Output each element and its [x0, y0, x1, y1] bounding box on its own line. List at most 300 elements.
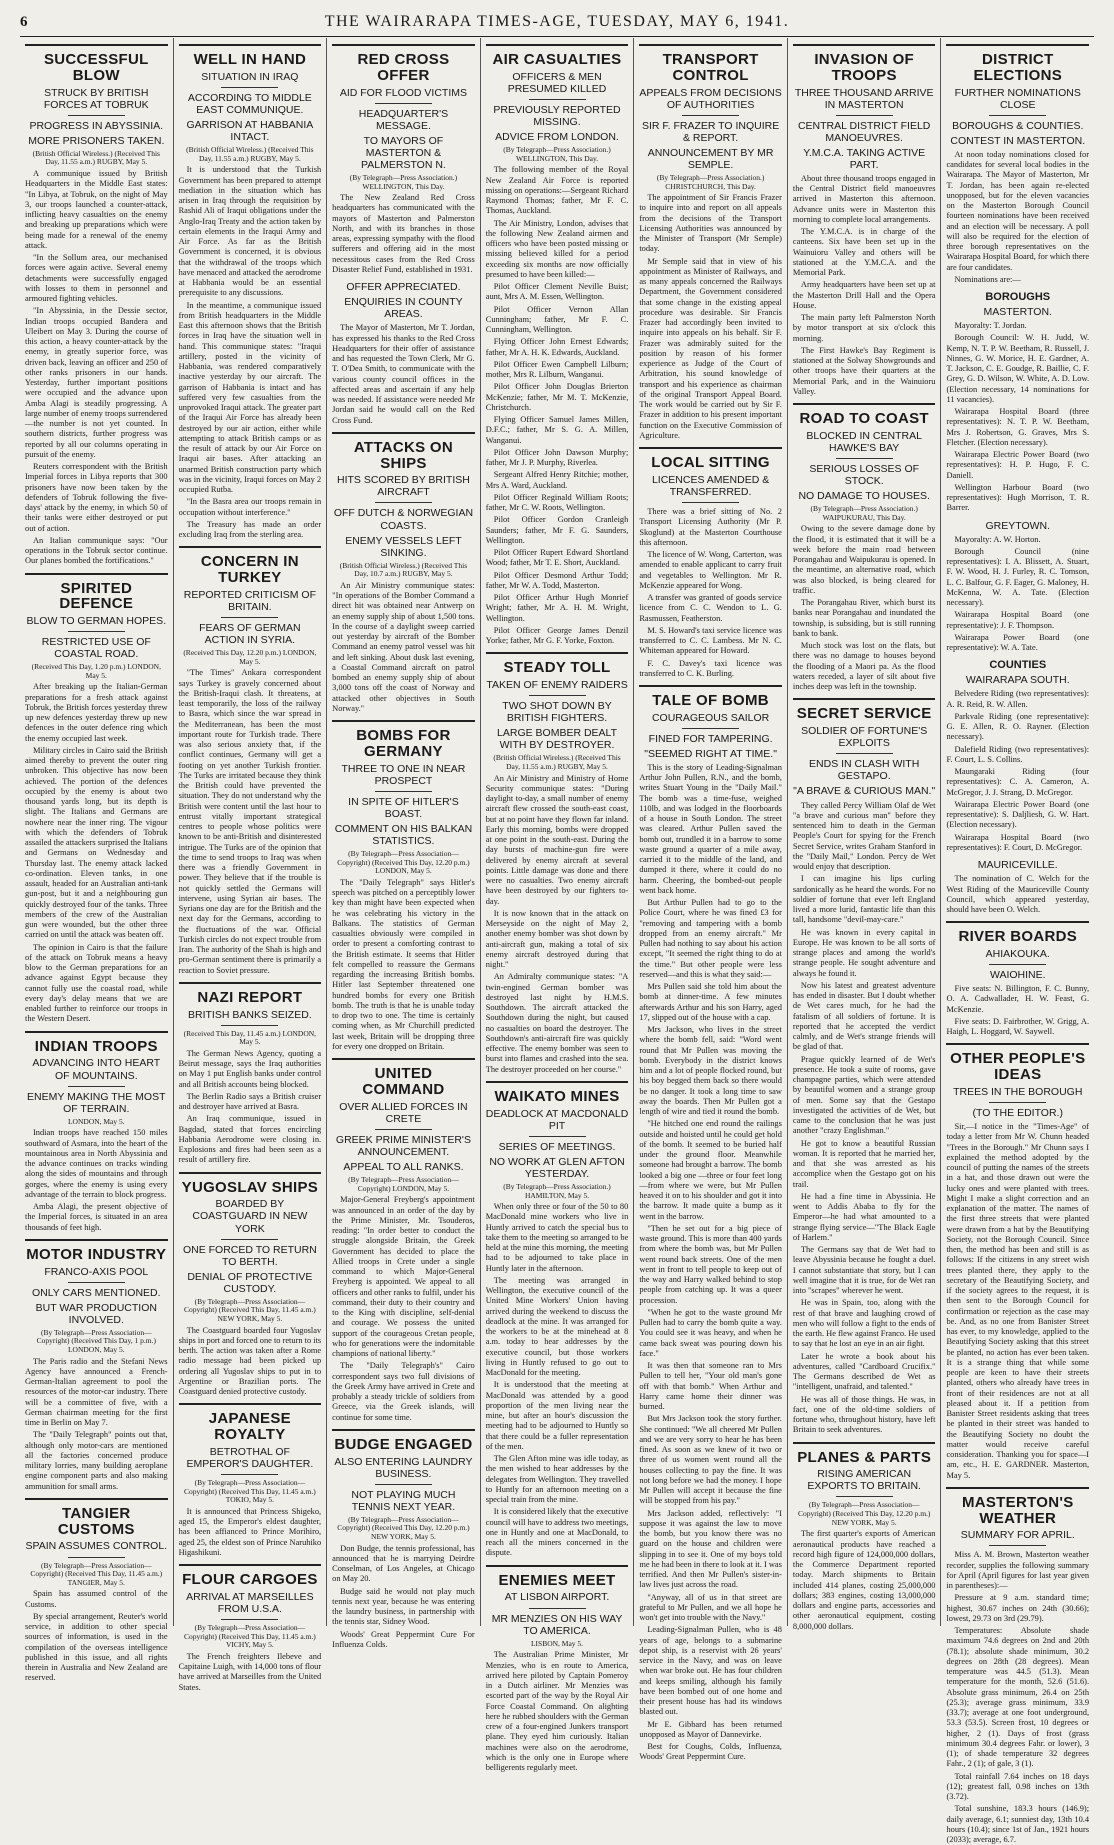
headline: STEADY TOLL: [503, 659, 611, 677]
paragraph: Borough Council (nine representatives): I. A. Blissett, A. Stuart, F. W. Wood, H. J. Furley, R. C. Tomson, L. C. Balfour, G. F. Eager, G. Maloney, H. McKenna, W. A. Tate. (Election necessary).: [946, 546, 1090, 608]
headline: BOMBS FOR GERMANY: [356, 727, 451, 760]
subheading: (TO THE EDITOR.): [972, 1106, 1063, 1119]
divider-rule: [989, 964, 1046, 965]
headline: FLOUR CARGOES: [182, 1571, 318, 1589]
column-1: [20, 38, 174, 1683]
article-body: [332, 878, 475, 1052]
article-body: [332, 581, 475, 714]
paragraph: The following member of the Royal New Zealand Air Force is reported missing on operations:—Sergeant Richard Raymond Thomas; father, Mr F. C. Thomas, Auckland.: [485, 165, 629, 216]
headline: TRANSPORT CONTROL: [662, 51, 759, 84]
subheading: CENTRAL DISTRICT FIELD MANOEUVRES.: [797, 119, 931, 144]
subheading: PREVIOUSLY REPORTED MISSING.: [493, 103, 621, 128]
article-body: [25, 682, 168, 1024]
paragraph: A communique issued by British Headquarters in the Middle East states: "In Libya, at Tobruk, on the night of May 3, our troops launched a counter-attack, inflicting heavy casualties on the enemy and breaking up preparations which were being made for a renewal of the enemy attack.: [25, 169, 168, 250]
divider-rule: [682, 502, 739, 503]
paragraph: Budge said he would not play much tennis next year, because he was entering the laundry business, in partnership with the tennis star, Sidney Wood.: [332, 1586, 475, 1627]
paragraph: After breaking up the Italian-German preparations for a fresh attack against Tobruk, the British forces yesterday threw up new defences yesterday threw up new defences in the outer defence ring which the enemy occupied last week.: [25, 682, 168, 743]
subheading: Y.M.C.A. TAKING ACTIVE PART.: [803, 146, 926, 171]
paragraph: Dalefield Riding (two representatives): F. Court, L. S. Collins.: [946, 744, 1090, 764]
divider-rule: [529, 99, 586, 100]
subheading: OFFICERS & MEN PRESUMED KILLED: [507, 70, 607, 95]
paragraph: "When he got to the waste ground Mr Pullen had to carry the bomb quite a way. You could see it was heavy, and when he came back sweat was pouring down his face.": [639, 1307, 782, 1358]
headline: JAPANESE ROYALTY: [208, 1410, 291, 1444]
headline: SECRET SERVICE: [796, 705, 932, 723]
article: [25, 1498, 168, 1684]
dateline: (By Telegraph—Press Association—Copyright) (Received This Day, 11.45 a.m.) TOKIO, May 5.: [183, 1478, 316, 1505]
subheading: AHIAKOUKA.: [985, 948, 1050, 960]
paragraph: "In the Basra area our troops remain in occupation without interference.": [178, 497, 322, 517]
subheading: BLOW TO GERMAN HOPES.: [26, 615, 167, 627]
paragraph: The "Daily Telegraph" points out that, although only motor-cars are mentioned all the factories concerned produce military lorries, many building aeroplane engine component parts and also making ammunition for small arms.: [25, 1430, 168, 1491]
article: [486, 1565, 629, 1774]
headline: MOTOR INDUSTRY: [26, 1245, 167, 1263]
paragraph: Sergeant Alfred Henry Ritchie; mother, Mrs A. Ward, Auckland.: [485, 470, 629, 490]
paragraph: An Air Ministry and Ministry of Home Security communique states: "During daylight to-day, a small number of enemy aircraft flew crossed the south-east coast, but at no point have they flown far inland. Early this morning, bombs were dropped at one point in the south-east. During the day bursts of machine-gun fire were delivered by enemy aircraft at several points. Little damage was done and there were no casualties. Two enemy aircraft have been destroyed by our fighters to-day.: [485, 773, 629, 906]
paragraph: Temperatures: Absolute shade maximum 74.6 degrees on 2nd and 20th (78.1); absolute shade minimum, 30.2 degrees on 28th (28 degrees). Mean temperature was 44.5 (51.3). Mean temperature for the month, 52.6 (51.6). Absolute grass minimum, 26.4 on 25th (25.3); average grass minimum, 33.9 (33.7); average at one foot underground, 53.3 (53.5). Screen frost, 10 degrees or higher, 2 (1). Days of frost (grass minimum 30.4 degrees Fahr. or lower), 3 (1); of shade temperature 32 degrees Fahr., 2 (1); of gale, 3 (1).: [946, 1626, 1090, 1769]
article-body: [639, 193, 782, 441]
paragraph: Belvedere Riding (two representatives): A. R. Reid, R. W. Allen.: [946, 689, 1090, 709]
subheading: MORE PRISONERS TAKEN.: [28, 134, 165, 147]
dateline: (By Telegraph—Press Association—Copyright) (Received This Day, 11.45 a.m.) VICHY, May 5.: [183, 1623, 316, 1650]
article-body: [639, 763, 782, 1763]
subheading: THREE TO ONE IN NEAR PROSPECT: [341, 762, 466, 787]
dateline: (British Official Wireless.) (Received This Day, 11.55 a.m.) RUGBY, May 5.: [32, 148, 160, 167]
paragraph: A transfer was granted of goods service licence from C. C. Wendon to L. G. Rasmussen, Featherston.: [639, 593, 782, 623]
subheading: IN SPITE OF HITLER'S BOAST.: [348, 795, 459, 820]
subheading: WAIOHINE.: [989, 969, 1046, 982]
headline: RED CROSS OFFER: [357, 51, 450, 84]
paragraph: The main party left Palmerston North by motor transport at six o'clock this morning.: [792, 313, 936, 343]
subheading: LARGE BOMBER DEALT WITH BY DESTROYER.: [497, 727, 618, 752]
paragraph: It was then that someone ran to Mrs Pullen to tell her, "Your old man's gone off with that bomb." When Arthur and Harry came home their dinner was burned.: [639, 1361, 782, 1412]
paragraph: "In the Sollum area, our mechanised forces were again active. Several enemy detachments were successfully engaged with losses to them in personnel and armoured fighting vehicles.: [25, 253, 168, 303]
subheading: WAIRARAPA SOUTH.: [965, 674, 1070, 687]
subheading: RISING AMERICAN EXPORTS TO BRITAIN.: [807, 1468, 921, 1493]
article: [946, 859, 1089, 915]
subheading: BLOCKED IN CENTRAL HAWKE'S BAY: [806, 429, 922, 454]
headline: DISTRICT ELECTIONS: [973, 51, 1063, 84]
paragraph: By special arrangement, Reuter's world service, in addition to other special sources of information, is used in the compilation of the overseas intelligence published in this issue, and all rights therein in Australia and New Zealand are reserved.: [25, 1611, 168, 1683]
dateline: (By Telegraph—Press Association.) WELLINGTON, This Day.: [503, 145, 611, 163]
paragraph: "Then he set out for a big piece of waste ground. This is more than 400 yards from where the bomb was, but Mr Pullen went round back streets. One of the men went in front to tell people to keep out of the way and Harry walked behind to stop people from catching up. It was a queer procession.: [639, 1223, 782, 1305]
paragraph: Wairarapa Electric Power Board (two representatives): H. P. Hugo, F. C. Daniell.: [946, 450, 1090, 480]
paragraph: Best for Coughs, Colds, Influenza, Woods' Great Peppermint Cure.: [639, 1742, 782, 1762]
article: [793, 1442, 936, 1632]
article-body: [179, 1652, 322, 1693]
paragraph: Woods' Great Peppermint Cure For Influenza Colds.: [332, 1629, 475, 1649]
subheading: HEADQUARTER'S MESSAGE.: [358, 107, 449, 132]
paragraph: But Arthur Pullen had to go to the Police Court, where he was fined £3 for "removing and tampering with a bomb dropped from an enemy aircraft." Mr Pullen had nothing to say about his action except, "It seemed the right thing to do at the time." But other people were less reserved—and this is what they said:—: [639, 898, 782, 979]
article-body: [332, 1544, 475, 1651]
divider-rule: [221, 617, 278, 618]
article-body: [946, 689, 1089, 853]
paragraph: Flying Officer John Ernest Edwards; father, Mr A. H. K. Edwards, Auckland.: [485, 337, 629, 357]
headline: WELL IN HAND: [193, 51, 307, 68]
headline: ENEMIES MEET: [498, 1571, 616, 1589]
subheading: APPEALS FROM DECISIONS OF AUTHORITIES: [639, 86, 782, 111]
paragraph: The opinion in Cairo is that the failure of the attack on Tobruk means a heavy blow to the German preparations for an advance against Egypt because they cannot fully use the coastal road, while every day's delay means that we are enabled further to reinforce our troops in the Western Desert.: [25, 942, 168, 1024]
article-body: [179, 1507, 322, 1558]
subheading: NO WORK AT GLEN AFTON YESTERDAY.: [489, 1155, 625, 1180]
paragraph: It is understood that the meeting at MacDonald was attended by a good proportion of the men living near the mine, but after an hour's discussion the meeting had to be adjourned to Huntly so that there could be a fuller representation of the men.: [485, 1380, 629, 1451]
subheading: COMMENT ON HIS BALKAN STATISTICS.: [334, 822, 473, 847]
paragraph: Don Budge, the tennis professional, has announced that he is marrying Deirdre Conselman, of Los Angeles, at Chicago on May 20.: [332, 1543, 475, 1584]
paragraph: Pilot Officer Clement Neville Buist; aunt, Mrs A. M. Essen, Wellington.: [485, 282, 629, 302]
paragraph: The Coastguard boarded four Yugoslav ships in port and forced one to return to its berth. The action was taken after a Rome radio message had been picked up ordering all Yugoslav ships to put in to Argentine or Brazilian ports. The Coastguard denied protective custody.: [178, 1325, 322, 1397]
article: [946, 1043, 1089, 1480]
paragraph: Army headquarters have been set up at the Masterton Drill Hall and the Opera House.: [792, 280, 936, 310]
paragraph: About three thousand troops engaged in the Central District field manoeuvres arrived in Masterton this afternoon. Advance units were in Masterton this morning to complete local arrangements.: [792, 173, 936, 224]
paragraph: Total sunshine, 183.3 hours (146.9); daily average, 6.1; sunniest day, 13th 10.4 hours (10.4); since 1st of Jan., 1921 hours (2033); average, 6.7.: [946, 1804, 1090, 1845]
headline: MASTERTON'S WEATHER: [961, 1493, 1074, 1527]
subheading: MASTERTON.: [983, 306, 1052, 318]
paragraph: In the meantime, a communique issued from British headquarters in the Middle East this afternoon shows that the British forces in Iraq have the situation well in hand. This communique states: "Iraqui artillery, posted in the vicinity of Habbania, was rendered comparatively inactive yesterday by our aircraft. The garrison of Habbania is intact and has suffered very few casualties from the unprovoked Iraqui attack. The greater part of the Iraqui Air Force has already been destroyed by our air action, either while attempting to attack British camps or as the result of attack by our Air Force on Iraqui air bases. After attacking an unarmed British construction party which was in the vicinity, Iraqui forces on May 2 occupied Rutba.: [178, 300, 322, 495]
paragraph: Pilot Officer Gordon Cranleigh Saunders; father, Mr F. G. Saunders, Wellington.: [485, 515, 629, 545]
headline: SUCCESSFUL BLOW: [43, 51, 149, 84]
paragraph: Later he wrote a book about his adventures, called "Cardboard Crucifix." The Germans described de Wet as "intelligent, unafraid, and talented.": [792, 1351, 936, 1392]
paragraph: He got to know a beautiful Russian woman. It is reported that he married her, and that she was arrested as his accomplice when the Gestapo got on his trail.: [792, 1138, 936, 1189]
subheading: STRUCK BY BRITISH FORCES AT TOBRUK: [43, 86, 149, 111]
paragraph: Mrs Jackson, who lives in the street where the bomb fell, said: "Word went round that Mr Pullen was moving the bomb. Everybody in the district knows him and a lot of people flocked round, but his boy begged them back so there would be no danger. It took a long time to saw away the boards. Then Mr Pullen got a length of wire and tied it round the bomb.: [639, 1025, 782, 1117]
article: [179, 44, 322, 540]
article: [793, 403, 936, 692]
subheading: OFF DUTCH & NORWEGIAN COASTS.: [333, 507, 474, 532]
dateline: (Received This Day, 1.20 p.m.) LONDON, May 5.: [31, 662, 161, 680]
paragraph: Pilot Officer John Douglas Brierton McKenzie; father, Mr M. T. McKenzie, Christchurch.: [485, 382, 629, 412]
article-body: [25, 1128, 168, 1233]
paragraph: There was a brief sitting of No. 2 Transport Licensing Authority (Mr P. Skoglund) at the Masterton Courthouse this afternoon.: [639, 507, 782, 547]
paragraph: Mrs Jackson added, reflectively: "I suppose it was against the law to move the bomb, but you know there was no guard on the house and children were slipping in to see it. One of my boys told me he had been in there to look at it. I was terrified. And then Mr Pullen's sister-in-law lives just across the road.: [639, 1508, 782, 1590]
paragraph: Reuters correspondent with the British Imperial forces in Libya reports that 300 prisoners have now been taken by the defenders of Tobruk following the five-days' attack by the enemy, in which 50 of their tanks were either destroyed or put out of action.: [25, 462, 168, 533]
paragraph: At noon today nominations closed for candidates for several local bodies in the Wairarapa. The Mayor of Masterton, Mr T. Jordan, has been again re-elected unopposed, but for the eleven vacancies on the Masterton Borough Council fourteen nominations have been received and an election will be necessary. A poll will also be required for the election of three borough representatives on the Wairarapa Hospital Board, for which there are four candidates.: [946, 149, 1090, 272]
paragraph: Owing to the severe damage done by the flood, it is estimated that it will be a week before the main road between Porangahau and Waipukurau is opened. In the meantime, an alternative road, which was also blocked, is being cleared for traffic.: [792, 524, 936, 595]
subheading: BOARDED BY COASTGUARD IN NEW YORK: [192, 1198, 308, 1235]
paragraph: An Italian communique says: "Our operations in the Tobruk sector continue. Our planes bombed the fortifications.": [25, 535, 168, 566]
subheading: GREYTOWN.: [985, 519, 1051, 532]
article-body: [25, 1589, 168, 1683]
paragraph: Spain has assumed control of the Customs.: [25, 1589, 168, 1609]
subheading: BOROUGHS & COUNTIES.: [952, 119, 1084, 132]
column-4: [481, 38, 635, 1772]
paragraph: Mr Semple said that in view of his appointment as Minister of Railways, and as many appeals concerned the Railways Department, the Government considered that some change in the existing appeal procedure was desirable. Sir Francis Frazer had accordingly been invited to inquire into appeals on his behalf. Sir F. Frazer was admirably suited for the position by reason of his former experience as Judge of the Court of Arbitration, his sound knowledge of transport and his experience as chairman of the original Transport Appeal Board. The work would be carried out by Sir F. Frazer in addition to his present important function on the Executive Commission of Agriculture.: [639, 256, 782, 440]
paragraph: When only three or four of the 50 to 80 MacDonald mine workers who live in Huntly arrived to catch the special bus to take them to the meeting so arranged to be held at the mine this morning, the meeting had to be adjourned to take place in Huntly later in the afternoon.: [485, 1202, 629, 1273]
paragraph: Wairarapa Hospital Board (three representatives): N. T. P. W. Beetham, Mrs J. Robertson, G. Graves, Mrs S. Fletcher. (Election necessary).: [946, 407, 1090, 447]
article-body: [332, 193, 475, 275]
headline: WAIKATO MINES: [494, 1087, 620, 1105]
article: [179, 982, 322, 1166]
headline: TALE OF BOMB: [652, 692, 769, 709]
article-body: [793, 1529, 936, 1632]
paragraph: The meeting was arranged in Wellington, the executive council of the United Mine Workers' Union having arrived during the weekend to discuss the deadlock at the mine. It was arranged for the workers to be at the minehead at 8 a.m. today to hear addresses by the executive council, but those workers living in Huntly refused to go out to MacDonald for the meeting.: [485, 1275, 629, 1378]
divider-rule: [68, 1086, 125, 1087]
paragraph: It is now known that in the attack on Merseyside on the night of May 2, another enemy bomber was shot down by anti-aircraft gun, making a total of six enemy aircraft destroyed during that night.": [485, 908, 629, 970]
article: [179, 546, 322, 976]
paragraph: Five seats: D. Fairbrother, W. Grigg, A. Haigh, L. Hoggard, W. Saywell.: [946, 1016, 1090, 1037]
paragraph: The Treasury has made an order excluding Iraq from the sterling area.: [178, 519, 322, 540]
paragraph: This is the story of Leading-Signalman Arthur John Pullen, R.N., and the bomb, writes Stuart Young in the "Daily Mail." The bomb was a time-fuse, weighed 110lb, and was lodged in the floorboards of a house in South London. The street was cleared. Arthur Pullen saved the bomb out, trundled it in a barrow to some waste ground a quarter of a mile away, carried it to the middle of the land, and dumped it there, where it could do no harm. Cheering, the bombed-out people went back home.: [639, 762, 782, 895]
paragraph: It is announced that Princess Shigeko, aged 15, the Emperor's eldest daughter, has been affianced to Prince Morihiro, aged 25, the eldest son of Prince Naruhiko Higashikuni.: [178, 1506, 322, 1557]
divider-rule: [221, 1619, 278, 1620]
subheading: DEADLOCK AT MACDONALD PIT: [485, 1107, 629, 1132]
paragraph: The Germans say that de Wet had to leave Abyssinia because he fought a duel. I cannot substantiate that story, but I can well imagine that it is true, for de Wet ran into "scrapes" wherever he went.: [792, 1245, 936, 1295]
dateline: (British Official Wireless.) (Received This Day, 10.7 a.m.) RUGBY, May 5.: [339, 560, 468, 579]
paragraph: "In Abyssinia, in the Dessie sector, Indian troops occupied Bandera and Uleibert on May 3. During the course of this action, a heavy counter-attack by the enemy, in greatly superior force, was driven back, leaving an officer and 250 of other ranks prisoners in our hands. Yesterday, further important positions were occupied and the advance upon Amba Alagi is steadily progressing. A large number of enemy troops surrendered—the number is not yet counted. In southern districts, further progress was reported by all our columns operating in pursuit of the enemy.: [25, 306, 168, 459]
dateline: LISBON, May 5.: [530, 1638, 584, 1648]
subheading: TWO SHOT DOWN BY BRITISH FIGHTERS.: [502, 700, 612, 725]
article: [332, 1429, 475, 1650]
subheading: HITS SCORED BY BRITISH AIRCRAFT: [337, 474, 470, 499]
subheading: AID FOR FLOOD VICTIMS: [339, 86, 468, 99]
headline: INDIAN TROOPS: [34, 1037, 158, 1055]
subheading: ALSO ENTERING LAUNDRY BUSINESS.: [334, 1455, 473, 1480]
divider-rule: [375, 502, 432, 503]
article: [486, 44, 629, 646]
paragraph: But Mrs Jackson took the story further. She continued: "We all cheered Mr Pullen and we are very sorry to hear he has been fined. As soon as we knew of it two or three of us women went round all the houses collecting to pay the fine. It was not long before we had the money. I hope Mr Pullen will accept it because the fine will be stopped from his pay.": [639, 1414, 782, 1506]
divider-rule: [68, 1282, 125, 1283]
article-body: [25, 169, 168, 567]
section-heading: BOROUGHS: [985, 291, 1051, 303]
paragraph: The First Hawke's Bay Regiment is stationed at the Solway Showgrounds and other troops have their quarters at the Memorial Park, and in the Wainuioru Valley.: [792, 345, 936, 396]
article-body: [486, 165, 629, 646]
paragraph: Pressure at 9 a.m. standard time; highest, 30.67 inches on 24th (30.66); lowest, 29.73 on 3rd (29.79).: [946, 1593, 1090, 1623]
paragraph: Pilot Officer Arthur Hugh Monrief Wright; father, Mr A. H. M. Wright, Wellington.: [485, 593, 629, 623]
paragraph: An Air Ministry communique states: "In operations of the Bomber Command a direct hit was obtained near Antwerp on an enemy supply ship of about 1,500 tons. In the course of a daylight sweep carried out yesterday by aircraft of the Bomber Command an enemy patrol vessel was hit and left sinking. About dusk last evening, a Coastal Command aircraft on patrol bombed an enemy supply ship of about 3,000 tons off the coast of Norway and attacked other objectives in South Norway.": [332, 580, 475, 713]
paragraph: The New Zealand Red Cross headquarters has communicated with the mayors of Masterton and Palmerston North, and with its branches in those areas, expressing sympathy with the flood sufferers and offering aid in the most necessitous cases from the Red Cross Disaster Relief Fund, established in 1931.: [332, 193, 475, 274]
subheading: ENQUIRIES IN COUNTY AREAS.: [344, 296, 463, 321]
paragraph: "Anyway, all of us in that street are grateful to Mr Pullen, and we all hope he won't get into trouble with the Navy.": [639, 1592, 782, 1623]
subheading: ENDS IN CLASH WITH GESTAPO.: [809, 758, 920, 783]
subheading: ANNOUNCEMENT BY MR SEMPLE.: [647, 146, 774, 171]
paragraph: Amba Alagi, the present objective of the Imperial forces, is situated in an area thousands of feet high.: [25, 1202, 168, 1232]
subheading: BETROTHAL OF EMPEROR'S DAUGHTER.: [186, 1445, 314, 1470]
subheading: FRANCO-AXIS POOL: [44, 1265, 149, 1278]
article: [486, 652, 629, 1075]
article-body: [486, 774, 629, 1075]
paragraph: Mayoralty: T. Jordan.: [954, 321, 1027, 331]
paragraph: Borough Council: W. H. Judd, W. Kemp, N. T. P. W. Beetham, R. Russell, J. Ninnes, G. W. Morice, H. E. Gardner, A. T. Jackson, C. E. Goudge, R. Baillie, C. F. Grey, G. D. Wilson, W. White, A. D. Low. (Election necessary, 14 nominations for 11 vacancies).: [946, 333, 1090, 404]
paragraph: Wairarapa Power Board (one representative): W. A. Tate.: [946, 632, 1090, 653]
headline: TANGIER CUSTOMS: [57, 1504, 135, 1538]
divider-rule: [989, 115, 1046, 116]
column-3: [327, 38, 481, 1649]
subheading: GARRISON AT HABBANIA INTACT.: [186, 118, 314, 143]
paragraph: Mrs Pullen said she told him about the bomb at dinner-time. A few minutes afterwards Arthur and his son Harry, aged 17, slipped out of the house with a cap.: [639, 982, 782, 1022]
paragraph: An Admiralty communique states: "A twin-engined German bomber was destroyed last night by H.M.S. Southdown. The aircraft attacked the Southdown during the night, but caused no casualties on board the destroyer. The Southdown's anti-aircraft fire was quickly effective. The enemy bomber was seen to burst into flames and crashed into the sea. The destroyer proceeded on her course.": [485, 972, 629, 1074]
article: [793, 698, 936, 1435]
columns-container: [20, 38, 1094, 1845]
subheading: "A BRAVE & CURIOUS MAN.": [793, 785, 936, 798]
article-body: [946, 150, 1089, 285]
headline: PLANES & PARTS: [797, 1448, 932, 1466]
paragraph: Mayoralty: A. W. Horton.: [954, 534, 1041, 544]
paragraph: Military circles in Cairo said the British aimed thereby to prevent the outer ring unbroken. This objective has now been achieved. The portion of the defences occupied by the enemy is about two thousand yards long, but its depth is slight. The Italians and Germans are nowhere near the inner ring. The vigour with which the defenders of Tobruk assailed the attackers surprised the Italians and Germans on Wednesday and Thursday last. The enemy attack lacked co-ordination. Eleven tanks, in one assault, headed for an Australian anti-tank gun-post, but it and a neighbouring gun quickly destroyed four of the tanks. Three members of the crew of the Australian gun were wounded, but the other three carried on until the attack was beaten off.: [25, 745, 168, 940]
paragraph: It is considered likely that the executive council will have to address two meetings, one in Huntly and one at MacDonald, to reach all the miners concerned in the dispute.: [485, 1507, 629, 1558]
paragraph: He had a fine time in Abyssinia. He went to Addis Ababa to fly for the Emperor—he had what amounted to a strange flying service—"The Black Eagle of Harlem.": [792, 1191, 936, 1242]
column-5: [634, 38, 788, 1762]
paragraph: Prague quickly learned of de Wet's presence. He took a suite of rooms, gave champagne parties, which were attended by beautiful women and a strange group of men. Some say that the Gestapo investigated the activities of de Wet, but came to the conclusion that he was just another "crazy Englishman.": [792, 1054, 936, 1136]
subheading: OVER ALLIED FORCES IN CRETE: [339, 1100, 468, 1125]
article-body: [179, 1049, 322, 1166]
headline: UNITED COMMAND: [362, 1065, 445, 1098]
subheading: GREEK PRIME MINISTER'S ANNOUNCEMENT.: [335, 1133, 471, 1158]
paragraph: Pilot Officer Reginald William Roots; father, Mr C. W. Roots, Wellington.: [485, 492, 629, 513]
paragraph: The Y.M.C.A. is in charge of the canteens. Six have been set up in the Wainuioru Valley and others will be stationed at the Y.M.C.A. and the Memorial Park.: [792, 227, 936, 278]
subheading: ARRIVAL AT MARSEILLES FROM U.S.A.: [186, 1590, 314, 1615]
headline: AIR CASUALTIES: [492, 51, 622, 68]
paragraph: The Berlin Radio says a British cruiser and destroyer have arrived at Basra.: [178, 1091, 322, 1112]
divider-rule: [375, 103, 432, 104]
divider-rule: [529, 695, 586, 696]
subheading: ENEMY VESSELS LEFT SINKING.: [345, 534, 462, 559]
subheading: SERIES OF MEETINGS.: [498, 1140, 616, 1153]
divider-rule: [221, 1474, 278, 1475]
article: [25, 1239, 168, 1492]
paragraph: The French freighters Ilebeve and Capitaine Luigh, with 14,000 tons of flour have arrived at Marseilles from the United States.: [178, 1651, 322, 1692]
column-6: [788, 38, 942, 1631]
subheading: ACCORDING TO MIDDLE EAST COMMUNIQUE.: [187, 91, 312, 116]
paragraph: Now his latest and greatest adventure has ended in disaster. But I doubt whether de Wet cares much, for he had the fatalism of all soldiers of fortune. It is reported that he accepted the verdict calmly, and de Wet's strange friends will be glad of that.: [792, 980, 936, 1052]
headline: LOCAL SITTING: [651, 454, 770, 472]
subheading: SITUATION IN IRAQ: [201, 70, 299, 83]
paragraph: Miss A. M. Brown, Masterton weather recorder, supplies the following summary for April (April figures for last year given in parentheses):—: [946, 1550, 1090, 1591]
paragraph: Wellington Harbour Board (two representatives): Hugh Morrison, T. R. Barrer.: [946, 482, 1090, 513]
subheading: AT LISBON AIRPORT.: [504, 1591, 610, 1604]
paragraph: An Iraq communique, issued in Bagdad, stated that forces encircling Habbania Aerodrome were closing in. Explosions and fires had been seen as a result of artillery fire.: [178, 1114, 322, 1165]
subheading: REPORTED CRITICISM OF BRITAIN.: [183, 588, 316, 613]
paragraph: The Mayor of Masterton, Mr T. Jordan, has expressed his thanks to the Red Cross Headquarters for their offer of assistance and has requested the Town Clerk, Mr G. T. O'Dea Smith, to communicate with the various county council offices in the affected areas and ascertain if any help was needed. If assistance were needed Mr Jordan said he would call on the Red Cross Fund.: [332, 323, 475, 425]
subheading: SERIOUS LOSSES OF STOCK.: [809, 463, 920, 488]
subheading: LICENCES AMENDED & TRANSFERRED.: [651, 473, 770, 498]
article-body: [946, 984, 1089, 1037]
article-body: [946, 1122, 1089, 1481]
paragraph: He was all of those things. He was, in fact, one of the old-time soldiers of fortune who, throughout history, have left Britain to seek adventures.: [792, 1394, 936, 1435]
headline: OTHER PEOPLE'S IDEAS: [950, 1050, 1086, 1084]
article-body: [946, 535, 1089, 654]
subheading: BUT WAR PRODUCTION INVOLVED.: [35, 1301, 157, 1326]
paragraph: The nomination of C. Welch for the West Riding of the Mauriceville County Council, which appeared yesterday, should have been O. Welch.: [946, 874, 1090, 914]
paragraph: "The Times" Ankara correspondent says Turkey is gravely concerned about the British-Iraqui clash. It threatens, at least temporarily, the loss of the railway to Basra, which since the war spread in the Mediterranean, has been the most important route for Turkish trade. There was also serious anxiety that, if the conflict continues, Germany will get a footing on yet another Turkish frontier. The Turks are irritated because they think the British could have prevented the situation. They do not understand why the British were content until the last hour to entrust vitally important strategical centres to people whose politics were known to be anti-British and disinterested intrigue. The Turks are of the opinion that the time to send troops to Iraq was when there was a friendly Government in power. They believe that if the trouble is not quickly settled the Germans will intervene, using Syrian air bases. The Syrians one day are for the British and the next day for the Germans, according to the fluctuations of the war. Official Turkish circles do not expect trouble from Iran. The authority of the Shah is high and pro-German sentiment there is primarily a reaction to Soviet pressure.: [178, 668, 322, 975]
paragraph: He was in Spain, too, along with the rest of that brave and laughing crowd of men who will follow a fight to the ends of the earth. He flew against Franco. He used to say that he lost an eye in an air fight.: [792, 1298, 936, 1349]
subheading: FEARS OF GERMAN ACTION IN SYRIA.: [199, 621, 301, 646]
article: [639, 447, 782, 679]
subheading: THREE THOUSAND ARRIVE IN MASTERTON: [794, 86, 934, 111]
paragraph: Much stock was lost on the flats, but there was no damage to houses beyond the flooding of a Maori pa. As the flood waters receded, a layer of silt about five inches deep was left in the township.: [792, 641, 936, 692]
dateline: (By Telegraph—Press Association—Copyright) (Received This Day, 11.45 a.m.) NEW YORK, May 5.: [183, 1296, 316, 1324]
article: [25, 44, 168, 567]
article: [332, 432, 475, 714]
dateline: LONDON, May 5.: [67, 1116, 125, 1126]
headline: CONCERN IN TURKEY: [200, 553, 299, 587]
subheading: SUMMARY FOR APRIL.: [960, 1529, 1075, 1542]
subheading: TREES IN THE BOROUGH: [953, 1085, 1083, 1098]
paragraph: The licence of W. Wong, Carterton, was amended to enable applicant to carry fruit and vegetables to Wellington. Mr R. McKenzie appeared for Wong.: [639, 550, 782, 590]
subheading: ENEMY MAKING THE MOST OF TERRAIN.: [27, 1090, 166, 1115]
article: [946, 44, 1089, 285]
article: [639, 44, 782, 441]
subheading: MR MENZIES ON HIS WAY TO AMERICA.: [491, 1612, 623, 1637]
paragraph: Pilot Officer Desmond Arthur Todd; father, Mr W. A. Todd, Masterton.: [485, 570, 629, 590]
subheading: RESTRICTED USE OF COASTAL ROAD.: [41, 636, 151, 661]
article: [486, 1081, 629, 1559]
divider-rule: [68, 115, 125, 116]
dateline: (By Telegraph—Press Association.) CHRISTCHURCH, This Day.: [656, 172, 765, 191]
article: [793, 44, 936, 397]
article-body: [179, 165, 322, 540]
column-2: [174, 38, 328, 1692]
dateline: (By Telegraph—Press Association.) WAIPUKURAU, This Day.: [810, 504, 918, 522]
paragraph: Pilot Officer Ewen Campbell Lilburn; mother, Mrs R. Lilburn, Wanganui.: [485, 359, 629, 380]
article: [332, 281, 475, 426]
masthead: [20, 8, 1094, 37]
column-7: [941, 38, 1094, 1845]
article: [25, 1031, 168, 1233]
article-body: [332, 323, 475, 426]
subheading: MAURICEVILLE.: [977, 859, 1058, 872]
page-number: 6: [20, 13, 28, 30]
paragraph: F. C. Davey's taxi licence was transferred to C. K. Burling.: [639, 658, 782, 678]
paragraph: Major-General Freyberg's appointment was announced in an order of the day by the Prime Minister, Mr. Tsouderos, reading: "In order better to conduct the struggle alongside Britain, the Greek Government has decided to place the Allied troops in Crete under a single command to which Major-General Freyberg is appointed. We appeal to all officers and other ranks to fulfil, under his command, their duty to their country and to the King with discipline, self-denial and courage. We possess the united support of the courageous Cretan people, who for generations were the indomitable champions of national liberty.": [332, 1195, 475, 1358]
paragraph: Pilot Officer John Dawson Murphy; father, Mr J. P. Murphy, Riverlea.: [485, 447, 629, 468]
article-body: [793, 524, 936, 692]
masthead-title: THE WAIRARAPA TIMES-AGE, TUESDAY, MAY 6, 1941.: [324, 13, 790, 30]
subheading: APPEAL TO ALL RANKS.: [343, 1160, 464, 1173]
subheading: ADVANCING INTO HEART OF MOUNTAINS.: [32, 1057, 161, 1082]
article: [946, 921, 1089, 1037]
dateline: (By Telegraph—Press Association.) WELLINGTON, This Day.: [349, 172, 458, 191]
divider-rule: [682, 115, 739, 116]
divider-rule: [989, 1102, 1046, 1103]
divider-rule: [221, 87, 278, 88]
paragraph: Leading-Signalman Pullen, who is 48 years of age, belongs to a submarine depot ship, is a reservist with 26 years' service in the Navy, and was on leave when war broke out. He has four children and keeps smiling, although his family have been bombed out of one home and their present house has had its windows blasted out.: [639, 1625, 782, 1717]
subheading: NO DAMAGE TO HOUSES.: [798, 490, 930, 503]
paragraph: Maungaraki Riding (four representatives): C. A. Cameron, A. McGregor, J. J. Strang, D. McGregor.: [946, 767, 1090, 797]
paragraph: Wairarapa Hospital Board (one representative): J. F. Thompson.: [946, 610, 1090, 630]
article: [332, 44, 475, 275]
subheading: ONE FORCED TO RETURN TO BERTH.: [182, 1243, 317, 1268]
dateline: (British Official Wireless.) (Received This Day, 11.55 a.m.) RUGBY, May 5.: [186, 145, 314, 163]
headline: SPIRITED DEFENCE: [59, 579, 134, 613]
paragraph: "He hitched one end round the railings outside and hoisted until he could get hold of the bomb. It seemed to be buried half under the ground floor. Meanwhile someone had brought a barrow. The bomb looked a big one —three or four feet long—from where we were, but Mr Pullen heaved it on to his shoulder and got it into the barrow. It made quite a bump as it went in the barrow.: [639, 1119, 782, 1221]
subheading: "SEEMED RIGHT AT TIME.": [644, 747, 777, 760]
article-body: [946, 1550, 1089, 1845]
subheading: SOLDIER OF FORTUNE'S EXPLOITS: [801, 725, 928, 750]
article-body: [639, 507, 782, 679]
article: [179, 1564, 322, 1693]
paragraph: Flying Officer Samuel James Millen, D.F.C.; father, Mr S. G. A. Millen, Wanganui.: [485, 415, 629, 445]
article: [332, 720, 475, 1052]
paragraph: Sir,—I notice in the "Times-Age" of today a letter from Mr W. Chunn headed "Trees in the Borough." Mr Chunn says I explained the method adopted by the council of putting the names of the streets in a hat, and those drawn out were the lucky ones and were planted with trees. Might I make a slight correction and an explanation of the matter. The names of the first three streets that were planted were drawn from a hat by the Beautifying Society, not the Borough Council. Since then, the method has been and still is as follows: If the citizens in any street wish trees planted there, they apply to the secretary of the Beautifying Society, and if the society agrees to the request, it is then sent to the Borough Council for confirmation or rejection as the case may be. And, as no one from Banister Street has ever, to my knowledge, applied to the Beautifying Society asking that this street be planted, no action has ever been taken. It is a strange thing that while some people are keen to have their streets planted, others who already have trees in front of their residences are not at all pleased about it. If a petition from Banister Street residents asking that trees be planted in their street was handed to the Beautifying Society no doubt the matter would receive careful consideration. Thanking you for space—I am, etc., H. E. GARDNER. Masterton, May 5.: [946, 1122, 1090, 1480]
divider-rule: [836, 115, 893, 116]
divider-rule: [375, 1129, 432, 1130]
headline: INVASION OF TROOPS: [814, 51, 915, 84]
paragraph: Parkvale Riding (one representative): G. E. Allen, R. O. Rayner. (Election necessary).: [946, 711, 1090, 742]
paragraph: Wairarapa Electric Power Board (one representative): S. Daljliesh, G. W. Hart. (Election necessary).: [946, 799, 1090, 830]
paragraph: The Porangahau River, which burst its banks near Porangahau and inundated the township, is subsiding, but is still running bank to bank.: [792, 598, 936, 638]
article: [946, 1487, 1089, 1845]
paragraph: They called Percy William Olaf de Wet "a brave and curious man" before they sentenced him to death in the German People's Court for spying for the French Secret Service, writes Graham Stanford in the "Daily Mail," London. Percy de Wet would enjoy that description.: [792, 800, 936, 871]
subheading: ADVICE FROM LONDON.: [495, 131, 619, 143]
subheading: OFFER APPRECIATED.: [346, 281, 461, 294]
headline: ATTACKS ON SHIPS: [353, 438, 453, 472]
paragraph: It is understood that the Turkish Government has been prepared to attempt mediation in the situation which has arisen in Iraq through the requisition by Rashid Ali of Iraqui obligations under the Anglo-Iraq Treaty and the action taken by certain elements in the Iraqui Army and Air Force. As far as the British Government is concerned, it is obvious that the withdrawal of the troops which have menaced and attacked the aerodrome at Habbania would be an essential prerequisite to any discussions.: [178, 165, 322, 298]
section-heading: COUNTIES: [989, 659, 1047, 672]
divider-rule: [529, 1136, 586, 1137]
subheading: SPAIN ASSUMES CONTROL.: [25, 1540, 168, 1553]
divider-rule: [836, 753, 893, 754]
paragraph: The German News Agency, quoting a Beirut message, says the Iraq authorities on May 1 put English banks under control and all British accounts being blocked.: [178, 1048, 322, 1089]
paragraph: The appointment of Sir Francis Frazer to inquire into and report on all appeals from the decisions of the Transport Licensing Authorities was announced by the Minister of Transport (Mr Semple) today.: [639, 193, 782, 254]
headline: ROAD TO COAST: [799, 410, 929, 428]
